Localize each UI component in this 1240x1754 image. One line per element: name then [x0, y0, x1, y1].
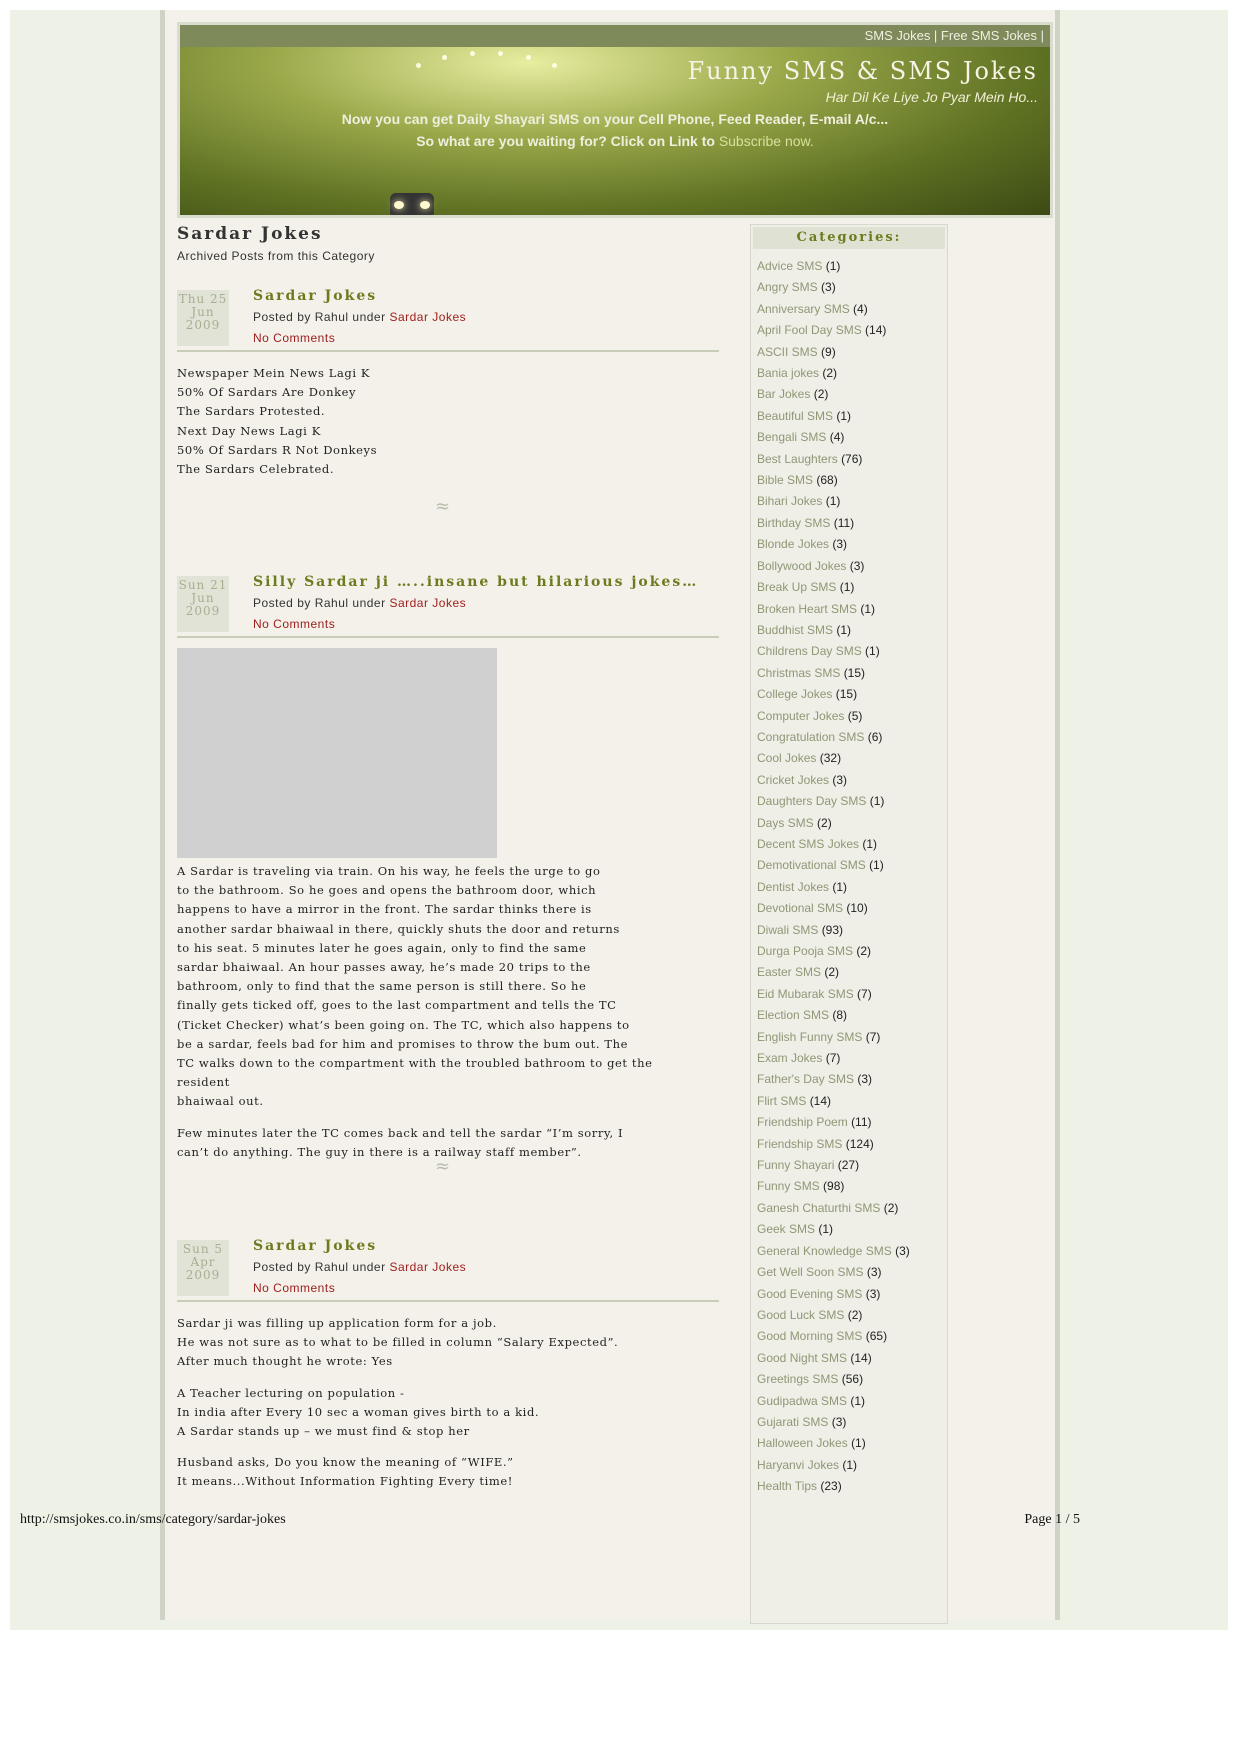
post-title[interactable]: Silly Sardar ji …..insane but hilarious jokes… — [253, 574, 699, 590]
tunnel-light — [526, 55, 531, 60]
post-line: 50% Of Sardars R Not Donkeys — [177, 442, 378, 457]
category-count: (8) — [832, 1008, 848, 1023]
category-item[interactable] — [757, 1458, 947, 1479]
category-link[interactable]: Diwali SMS — [757, 922, 819, 937]
category-count: (7) — [865, 1029, 881, 1044]
post-line: TC walks down to the compartment with the troubled bathroom to get the resident — [177, 1056, 653, 1090]
category-count: (27) — [837, 1158, 860, 1173]
post-date-day: Thu 25 — [178, 292, 228, 306]
category-count: (32) — [819, 751, 842, 766]
comments-link[interactable]: No Comments — [253, 1281, 336, 1295]
post-line: Newspaper Mein News Lagi K — [177, 366, 371, 380]
category-count: (7) — [857, 986, 872, 1001]
category-link[interactable]: Computer Jokes — [757, 708, 845, 723]
category-count: (1) — [839, 580, 855, 595]
category-link[interactable]: Easter SMS — [757, 965, 822, 980]
category-count: (2) — [817, 815, 832, 830]
category-count: (1) — [842, 1457, 858, 1472]
category-link[interactable]: Break Up SMS — [757, 580, 837, 595]
category-link[interactable]: Get Well Soon SMS — [757, 1265, 864, 1280]
category-count: (2) — [822, 366, 838, 381]
category-link[interactable]: Bollywood Jokes — [757, 558, 847, 573]
category-item[interactable] — [757, 345, 947, 366]
category-link[interactable]: Good Evening SMS — [757, 1286, 863, 1301]
category-count: (9) — [821, 344, 836, 359]
category-link[interactable]: Anniversary SMS — [757, 301, 850, 316]
category-link[interactable]: Daughters Day SMS — [757, 794, 867, 809]
top-nav-bar — [180, 25, 1050, 47]
category-link[interactable]: Cricket Jokes — [757, 772, 830, 787]
category-item[interactable] — [757, 1179, 947, 1200]
post-line: The Sardars Celebrated. — [177, 462, 335, 477]
category-item[interactable] — [757, 987, 947, 1008]
category-item[interactable] — [757, 580, 947, 601]
category-item[interactable] — [757, 452, 947, 473]
category-count: (124) — [845, 1136, 874, 1151]
category-link[interactable]: Funny Shayari — [757, 1158, 835, 1173]
post-line: A Sardar stands up – we must find & stop her — [177, 1424, 470, 1439]
site-wrapper — [160, 10, 1060, 1620]
category-item[interactable] — [757, 1158, 947, 1179]
category-link[interactable]: Halloween Jokes — [757, 1436, 848, 1451]
post-body — [177, 862, 707, 1162]
category-item[interactable] — [757, 1415, 947, 1436]
category-link[interactable]: Good Night SMS — [757, 1350, 848, 1365]
top-nav-links[interactable]: SMS Jokes | Free SMS Jokes | — [864, 28, 1044, 43]
category-link[interactable]: Broken Heart SMS — [757, 601, 858, 616]
category-link[interactable]: Bania jokes — [757, 366, 820, 381]
category-item[interactable] — [757, 751, 947, 772]
comments-link[interactable]: No Comments — [253, 331, 336, 345]
post-line: (Ticket Checker) what’s been going on. The TC, which also happens to — [177, 1017, 630, 1032]
footer-page-number: Page 1 / 5 — [1024, 1512, 1080, 1527]
category-link[interactable]: Bible SMS — [757, 473, 814, 488]
category-item[interactable] — [757, 1072, 947, 1093]
category-count: (1) — [825, 494, 841, 509]
post-line: Few minutes later the TC comes back and tell the sardar “I’m sorry, I — [177, 1125, 624, 1140]
category-item[interactable] — [757, 1051, 947, 1072]
category-count: (1) — [836, 408, 852, 423]
category-count: (14) — [865, 323, 887, 338]
post-date-month: Apr — [190, 1255, 216, 1269]
category-count: (1) — [851, 1436, 866, 1451]
tunnel-light — [416, 63, 421, 68]
post-category-link[interactable]: Sardar Jokes — [389, 596, 467, 610]
category-count: (3) — [849, 558, 865, 573]
category-item[interactable] — [757, 430, 947, 451]
post-date-month: Jun — [191, 591, 215, 605]
post-date-month: Jun — [191, 305, 215, 319]
category-link[interactable]: Bihari Jokes — [757, 494, 823, 509]
category-count: (2) — [824, 965, 840, 980]
category-link[interactable]: Geek SMS — [757, 1222, 816, 1237]
category-item[interactable] — [757, 794, 947, 815]
category-link[interactable]: Bengali SMS — [757, 430, 827, 445]
category-link[interactable]: Best Laughters — [757, 451, 838, 466]
post-body — [177, 364, 377, 479]
category-link[interactable]: Demotivational SMS — [757, 858, 866, 873]
post-line: Husband asks, Do you know the meaning of “WIFE.” — [177, 1455, 514, 1470]
category-item[interactable] — [757, 1351, 947, 1372]
post-title[interactable]: Sardar Jokes — [253, 288, 378, 304]
category-link[interactable]: Good Morning SMS — [757, 1329, 863, 1344]
category-count: (56) — [841, 1372, 864, 1387]
post-date — [177, 290, 229, 346]
category-count: (3) — [866, 1265, 882, 1280]
category-item[interactable] — [757, 644, 947, 665]
category-link[interactable]: Ganesh Chaturthi SMS — [757, 1200, 881, 1215]
cartoon-image — [177, 648, 497, 858]
category-list — [757, 259, 947, 1501]
category-link[interactable]: Congratulation SMS — [757, 729, 865, 744]
category-link[interactable]: Christmas SMS — [757, 665, 841, 680]
headlight — [420, 201, 430, 209]
category-link[interactable]: Beautiful SMS — [757, 408, 834, 423]
category-item[interactable] — [757, 666, 947, 687]
category-item[interactable] — [757, 923, 947, 944]
category-item[interactable] — [757, 280, 947, 301]
post-author-line: Posted by Rahul under — [253, 596, 386, 610]
post-divider — [177, 1300, 719, 1302]
category-item[interactable] — [757, 858, 947, 879]
post-line: be a sardar, feels bad for him and promises to throw the bum out. The — [177, 1036, 629, 1051]
category-count: (4) — [853, 301, 868, 316]
category-item[interactable] — [757, 1094, 947, 1115]
category-count: (11) — [833, 515, 855, 530]
category-item[interactable] — [757, 944, 947, 965]
category-item[interactable] — [757, 965, 947, 986]
flourish-ornament: ≈ — [435, 1156, 451, 1177]
site-tagline: Har Dil Ke Liye Jo Pyar Mein Ho... — [825, 89, 1038, 105]
category-link[interactable]: Decent SMS Jokes — [757, 836, 860, 851]
post-date-year: 2009 — [185, 1268, 221, 1282]
main-content — [177, 224, 742, 1489]
category-item[interactable] — [757, 259, 947, 280]
page-title: Sardar Jokes — [177, 224, 323, 244]
category-count: (93) — [821, 922, 844, 937]
subscribe-link[interactable]: Subscribe now. — [718, 133, 814, 149]
post-line: Next Day News Lagi K — [177, 423, 321, 438]
post-line: A Teacher lecturing on population - — [177, 1385, 405, 1400]
category-item[interactable] — [757, 516, 947, 537]
category-item[interactable] — [757, 1287, 947, 1308]
category-link[interactable]: Health Tips — [757, 1479, 818, 1494]
post-line: bathroom, only to find that the same person is still there. So he — [177, 979, 587, 994]
category-count: (3) — [831, 1414, 847, 1429]
category-count: (15) — [835, 687, 858, 702]
post-line: In india after Every 10 sec a woman gives birth to a kid. — [177, 1404, 540, 1419]
post-date-day: Sun 21 — [178, 578, 228, 592]
category-link[interactable]: Gujarati SMS — [757, 1414, 829, 1429]
post-date-year: 2009 — [185, 604, 221, 618]
tunnel-light — [442, 55, 447, 60]
category-link[interactable]: Cool Jokes — [757, 751, 817, 766]
post-author-line: Posted by Rahul under — [253, 1260, 386, 1274]
post-date-day: Sun 5 — [182, 1242, 224, 1256]
category-item[interactable] — [757, 1308, 947, 1329]
post-line: It means...Without Information Fighting Every time! — [177, 1474, 513, 1489]
category-link[interactable]: Greetings SMS — [757, 1372, 839, 1387]
category-item[interactable] — [757, 1222, 947, 1243]
category-item[interactable] — [757, 1137, 947, 1158]
category-count: (1) — [865, 644, 880, 659]
category-count: (2) — [813, 387, 829, 402]
category-item[interactable] — [757, 773, 947, 794]
category-count: (5) — [847, 708, 863, 723]
category-item[interactable] — [757, 1201, 947, 1222]
category-item[interactable] — [757, 1394, 947, 1415]
category-count: (14) — [809, 1093, 832, 1108]
category-item[interactable] — [757, 623, 947, 644]
post-category-link[interactable]: Sardar Jokes — [389, 1260, 467, 1274]
category-item[interactable] — [757, 1372, 947, 1393]
category-item[interactable] — [757, 1244, 947, 1265]
post-line: finally gets ticked off, goes to the last compartment and tells the TC — [177, 998, 617, 1013]
category-count: (7) — [825, 1051, 841, 1066]
category-count: (1) — [850, 1393, 866, 1408]
category-item[interactable] — [757, 473, 947, 494]
category-count: (4) — [829, 430, 845, 445]
category-count: (3) — [865, 1286, 881, 1301]
post-line: to the bathroom. So he goes and opens the bathroom door, which — [177, 883, 597, 898]
category-link[interactable]: Days SMS — [757, 815, 814, 830]
post-line: bhaiwaal out. — [177, 1094, 264, 1109]
category-count: (2) — [856, 944, 872, 958]
category-item[interactable] — [757, 559, 947, 580]
page-subtitle: Archived Posts from this Category — [177, 249, 375, 263]
site-title[interactable]: Funny SMS & SMS Jokes — [687, 57, 1038, 85]
post-line: The Sardars Protested. — [177, 404, 326, 419]
category-count: (76) — [841, 451, 863, 466]
category-link[interactable]: Haryanvi Jokes — [757, 1457, 840, 1472]
category-link[interactable]: Dentist Jokes — [757, 879, 830, 894]
category-link[interactable]: Exam Jokes — [757, 1051, 823, 1066]
category-item[interactable] — [757, 1008, 947, 1029]
categories-heading: Categories: — [753, 227, 945, 249]
category-count: (15) — [843, 665, 866, 680]
post-line: 50% Of Sardars Are Donkey — [177, 385, 357, 400]
category-link[interactable]: Bar Jokes — [757, 387, 811, 402]
headlight — [394, 201, 404, 209]
flourish-ornament: ≈ — [435, 496, 451, 517]
category-item[interactable] — [757, 323, 947, 344]
category-link[interactable]: Angry SMS — [757, 280, 818, 295]
category-item[interactable] — [757, 387, 947, 408]
promo-text: So what are you waiting for? Click on Link to — [416, 133, 715, 149]
category-count: (65) — [865, 1329, 888, 1344]
post-body — [177, 1314, 618, 1492]
post-date — [177, 576, 229, 632]
category-item[interactable] — [757, 366, 947, 387]
post-line: can’t do anything. The guy in there is a railway staff member”. — [177, 1144, 582, 1159]
category-item[interactable] — [757, 709, 947, 730]
post-divider — [177, 636, 719, 638]
category-count: (98) — [823, 1179, 845, 1194]
post-line: A Sardar is traveling via train. On his way, he feels the urge to go — [177, 864, 601, 878]
category-link[interactable]: Father's Day SMS — [757, 1072, 854, 1087]
category-item[interactable] — [757, 494, 947, 515]
category-link[interactable]: Friendship SMS — [757, 1136, 843, 1151]
category-item[interactable] — [757, 1436, 947, 1457]
category-count: (1) — [818, 1222, 834, 1237]
category-item[interactable] — [757, 409, 947, 430]
category-item[interactable] — [757, 1030, 947, 1051]
category-item[interactable] — [757, 302, 947, 323]
tunnel-light — [470, 51, 475, 56]
post-date — [177, 1240, 229, 1296]
category-count: (14) — [850, 1350, 872, 1365]
category-item[interactable] — [757, 602, 947, 623]
category-link[interactable]: General Knowledge SMS — [757, 1243, 892, 1258]
post-title[interactable]: Sardar Jokes — [253, 1238, 378, 1254]
category-count: (3) — [832, 772, 848, 787]
category-item[interactable] — [757, 901, 947, 922]
post-line: Sardar ji was filling up application form for a job. — [177, 1316, 497, 1330]
category-item[interactable] — [757, 880, 947, 901]
promo-line-1: Now you can get Daily Shayari SMS on your Cell Phone, Feed Reader, E-mail A/c... — [341, 111, 889, 127]
tunnel-light — [498, 51, 503, 56]
category-item[interactable] — [757, 816, 947, 837]
category-link[interactable]: Blonde Jokes — [757, 537, 830, 552]
category-count: (1) — [836, 622, 852, 637]
category-count: (10) — [846, 901, 868, 916]
category-link[interactable]: Election SMS — [757, 1008, 830, 1023]
category-count: (23) — [820, 1479, 842, 1494]
category-count: (2) — [847, 1307, 863, 1322]
category-count: (2) — [883, 1200, 899, 1215]
category-count: (1) — [869, 794, 885, 809]
post-line: to his seat. 5 minutes later he goes again, only to find the same — [177, 940, 587, 955]
category-link[interactable]: Advice SMS — [757, 259, 823, 273]
tunnel-light — [552, 63, 557, 68]
category-item[interactable] — [757, 687, 947, 708]
category-count: (3) — [832, 537, 848, 552]
post-line: happens to have a mirror in the front. The sardar thinks there is — [177, 902, 592, 917]
category-link[interactable]: Buddhist SMS — [757, 622, 834, 637]
category-count: (1) — [862, 836, 878, 851]
post-line: He was not sure as to what to be filled in column “Salary Expected”. — [177, 1335, 619, 1350]
category-item[interactable] — [757, 1265, 947, 1286]
category-item[interactable] — [757, 537, 947, 558]
post-divider — [177, 350, 719, 352]
promo-line-2 — [180, 133, 1050, 149]
category-link[interactable]: Good Luck SMS — [757, 1307, 845, 1322]
post-category-link[interactable]: Sardar Jokes — [389, 310, 467, 324]
site-header — [177, 22, 1053, 218]
category-count: (68) — [816, 473, 838, 488]
category-count: (1) — [869, 858, 884, 873]
post-meta — [253, 1260, 466, 1274]
post-author-line: Posted by Rahul under — [253, 310, 386, 324]
category-link[interactable]: College Jokes — [757, 687, 833, 702]
post-line: sardar bhaiwaal. An hour passes away, he’s made 20 trips to the — [177, 960, 591, 975]
category-count: (3) — [857, 1072, 872, 1087]
category-link[interactable]: Devotional SMS — [757, 901, 844, 916]
category-link[interactable]: Gudipadwa SMS — [757, 1393, 848, 1408]
category-count: (1) — [832, 879, 848, 894]
category-link[interactable]: Eid Mubarak SMS — [757, 986, 854, 1001]
comments-link[interactable]: No Comments — [253, 617, 336, 631]
category-item[interactable] — [757, 1115, 947, 1136]
post-meta — [253, 310, 466, 324]
category-link[interactable]: Birthday SMS — [757, 515, 831, 530]
category-link[interactable]: Childrens Day SMS — [757, 644, 862, 659]
sidebar — [750, 224, 948, 1624]
category-link[interactable]: Flirt SMS — [757, 1093, 807, 1108]
category-item[interactable] — [757, 730, 947, 751]
category-link[interactable]: Funny SMS — [757, 1179, 820, 1194]
category-count: (3) — [895, 1243, 910, 1258]
category-count: (6) — [867, 729, 883, 744]
category-item[interactable] — [757, 1329, 947, 1350]
footer-url: http://smsjokes.co.in/sms/category/sardar-jokes — [20, 1512, 286, 1527]
category-item[interactable] — [757, 1479, 947, 1500]
category-count: (1) — [825, 259, 841, 273]
category-item[interactable] — [757, 837, 947, 858]
category-link[interactable]: Durga Pooja SMS — [757, 944, 854, 958]
category-link[interactable]: Friendship Poem — [757, 1115, 848, 1130]
category-link[interactable]: April Fool Day SMS — [757, 323, 862, 338]
category-link[interactable]: English Funny SMS — [757, 1029, 863, 1044]
category-count: (1) — [860, 601, 876, 616]
category-link[interactable]: ASCII SMS — [757, 344, 818, 359]
category-count: (3) — [821, 280, 836, 295]
post-date-year: 2009 — [185, 318, 221, 332]
post-line: After much thought he wrote: Yes — [177, 1354, 393, 1369]
post-meta — [253, 596, 466, 610]
category-count: (11) — [851, 1115, 872, 1130]
post-line: another sardar bhaiwaal in there, quickly shuts the door and returns — [177, 921, 620, 936]
